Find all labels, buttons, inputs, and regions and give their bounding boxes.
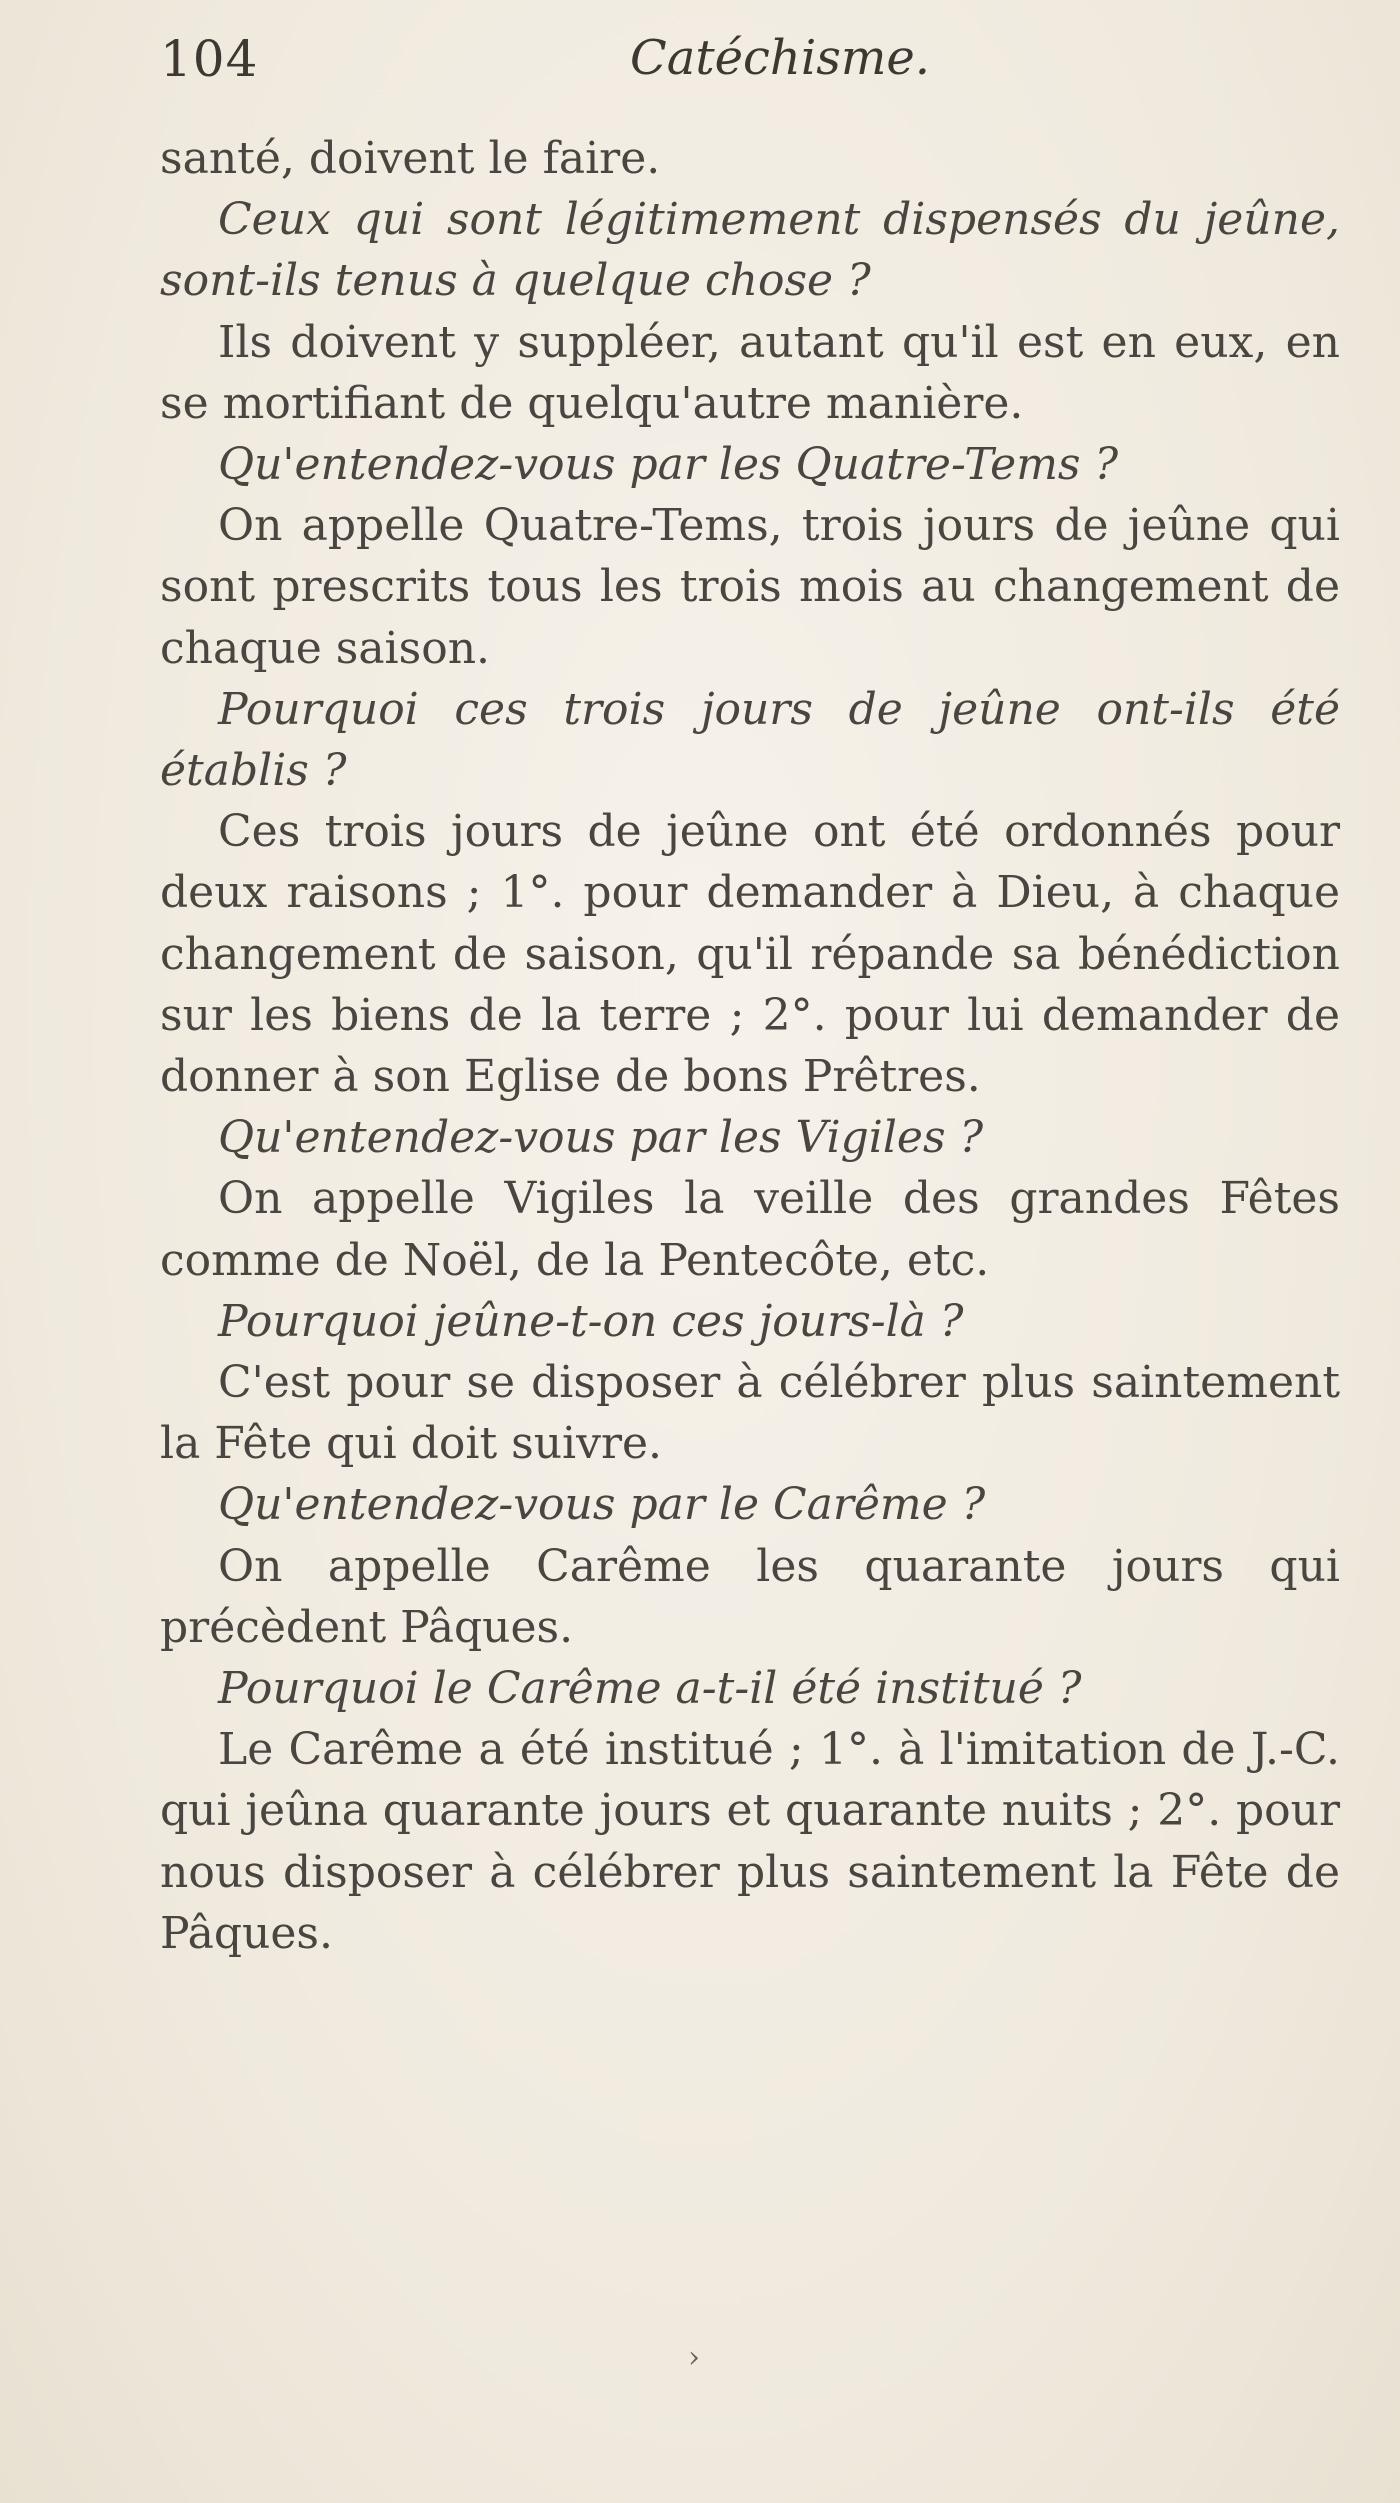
answer-paragraph: Ces trois jours de jeûne ont été ordonnés pour deux raisons ; 1°. pour demander à Dieu, à chaque changement de saison, qu'il répande sa bénédiction sur les biens de la terre ; 2°. pour lui demander de donner à son Eglise de bons Prêtres. xyxy=(160,806,1340,1103)
running-head xyxy=(160,30,1340,110)
question-paragraph: Pourquoi jeûne-t-on ces jours-là ? xyxy=(218,1295,964,1347)
question-paragraph: Pourquoi ces trois jours de jeûne ont-ils été établis ? xyxy=(160,683,1340,797)
body-text xyxy=(160,128,1340,1964)
answer-paragraph: Le Carême a été institué ; 1°. à l'imitation de J.-C. qui jeûna quarante jours et quarante nuits ; 2°. pour nous disposer à célébrer plus saintement la Fête de Pâques. xyxy=(160,1724,1340,1959)
answer-paragraph: On appelle Quatre-Tems, trois jours de jeûne qui sont prescrits tous les trois mois au changement de chaque saison. xyxy=(160,500,1340,674)
answer-paragraph: santé, doivent le faire. xyxy=(160,133,661,184)
footer-mark: › xyxy=(688,2340,700,2375)
answer-paragraph: C'est pour se disposer à célébrer plus saintement la Fête qui doit suivre. xyxy=(160,1357,1340,1470)
page-number: 104 xyxy=(160,30,259,88)
answer-paragraph: On appelle Vigiles la veille des grandes Fêtes comme de Noël, de la Pentecôte, etc. xyxy=(160,1173,1340,1286)
answer-paragraph: On appelle Carême les quarante jours qui précèdent Pâques. xyxy=(160,1540,1340,1653)
question-paragraph: Qu'entendez-vous par les Vigiles ? xyxy=(218,1112,984,1164)
question-paragraph: Pourquoi le Carême a-t-il été institué ? xyxy=(218,1663,1082,1715)
answer-paragraph: Ils doivent y suppléer, autant qu'il est en eux, en se mortifiant de quelqu'autre manière. xyxy=(160,316,1340,429)
running-title: Catéchisme. xyxy=(630,30,930,86)
question-paragraph: Ceux qui sont légitimement dispensés du jeûne, sont-ils tenus à quelque chose ? xyxy=(160,194,1340,307)
question-paragraph: Qu'entendez-vous par les Quatre-Tems ? xyxy=(218,439,1119,491)
question-paragraph: Qu'entendez-vous par le Carême ? xyxy=(218,1479,986,1531)
